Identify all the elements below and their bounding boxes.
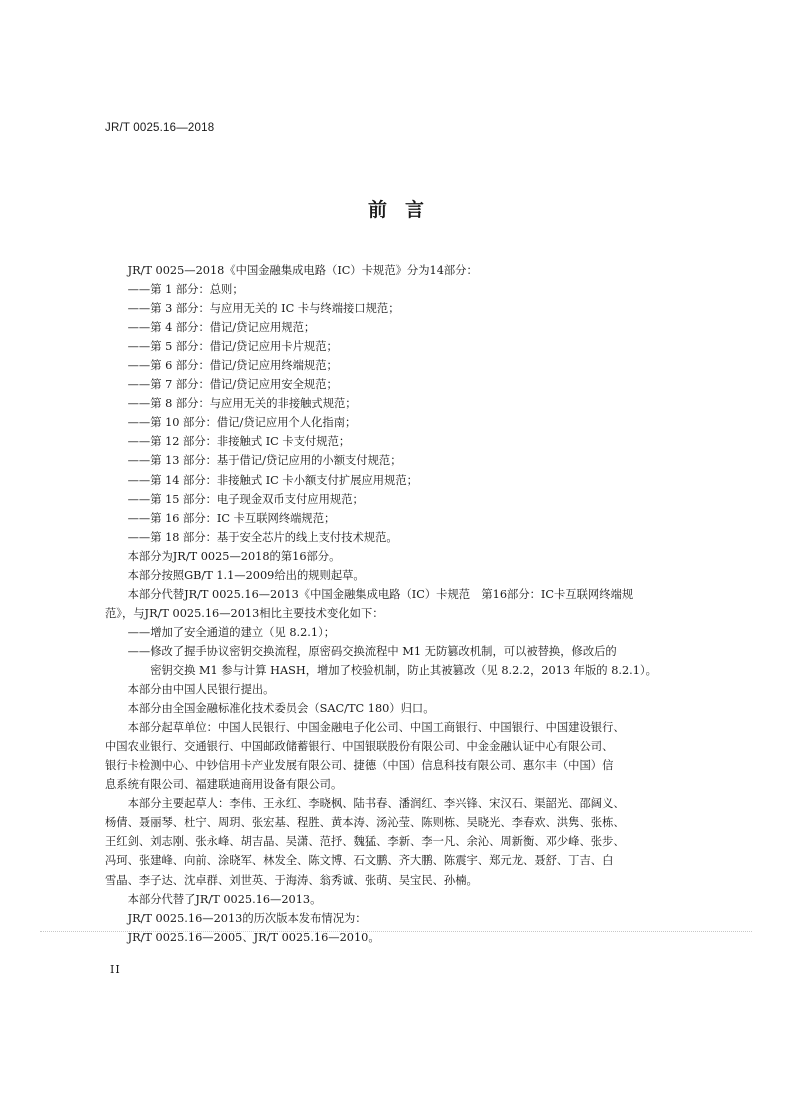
list-item: ——第 14 部分：非接触式 IC 卡小额支付扩展应用规范； xyxy=(127,473,418,487)
text-line: 本部分起草单位：中国人民银行、中国金融电子化公司、中国工商银行、中国银行、中国建设银行、 xyxy=(127,721,625,735)
list-item: ——修改了握手协议密钥交换流程，原密码交换流程中 M1 无防篡改机制，可以被替换，修改后的 xyxy=(127,644,617,658)
text-line: 中国农业银行、交通银行、中国邮政储蓄银行、中国银联股份有限公司、中金金融认证中心有限公司、 xyxy=(105,740,614,754)
list-item: ——第 13 部分：基于借记/贷记应用的小额支付规范； xyxy=(127,454,402,468)
list-item: ——第 15 部分：电子现金双币支付应用规范； xyxy=(127,492,364,506)
text-line: 冯珂、张建峰、向前、涂晓军、林发全、陈文博、石文鹏、齐大鹏、陈震宇、郑元龙、聂舒、丁吉、白 xyxy=(105,854,614,868)
managed-by: 本部分由全国金融标准化技术委员会（SAC/TC 180）归口。 xyxy=(127,702,435,716)
list-item-continuation: 密钥交换 M1 参与计算 HASH，增加了校验机制，防止其被篡改（见 8.2.2，2013 年版的 8.2.1）。 xyxy=(150,663,657,677)
list-item: ——第 10 部分：借记/贷记应用个人化指南； xyxy=(127,416,357,430)
statement-part: 本部分为JR/T 0025—2018的第16部分。 xyxy=(127,549,341,563)
list-item: ——第 4 部分：借记/贷记应用规范； xyxy=(127,321,316,335)
statement-rules: 本部分按照GB/T 1.1—2009给出的规则起草。 xyxy=(127,568,365,582)
list-item: ——增加了安全通道的建立（见 8.2.1）； xyxy=(127,625,336,639)
replaced-note: 本部分代替了JR/T 0025.16—2013。 xyxy=(127,892,322,906)
list-item: ——第 1 部分：总则； xyxy=(127,283,244,297)
history-versions: JR/T 0025.16—2005、JR/T 0025.16—2010。 xyxy=(127,930,380,944)
page-title: 前言 xyxy=(367,199,442,221)
list-item: ——第 7 部分：借记/贷记应用安全规范； xyxy=(127,378,338,392)
text-line: 王红剑、刘志刚、张永峰、胡吉晶、吴潇、范抒、魏猛、李新、李一凡、余沁、周新衡、邓少峰、张步、 xyxy=(105,835,625,849)
proposed-by: 本部分由中国人民银行提出。 xyxy=(127,683,275,697)
replaces-paragraph xyxy=(105,585,693,623)
text-line: 范》，与JR/T 0025.16—2013相比主要技术变化如下： xyxy=(105,606,384,620)
document-body xyxy=(105,261,693,947)
list-item: ——第 16 部分：IC 卡互联网终端规范； xyxy=(127,511,336,525)
text-line: 雪晶、李子达、沈卓群、刘世英、于海涛、翁秀诚、张萌、吴宝民、孙楠。 xyxy=(105,873,478,887)
text-line: 杨倩、聂丽琴、杜宁、周玥、张宏基、程胜、黄本涛、汤沁莹、陈则栋、吴晓光、李春欢、洪隽、张栋、 xyxy=(105,816,625,830)
intro-paragraph: JR/T 0025—2018《中国金融集成电路（IC）卡规范》分为14部分： xyxy=(127,264,478,277)
list-item: ——第 6 部分：借记/贷记应用终端规范； xyxy=(127,359,338,373)
text-line: 本部分代替JR/T 0025.16—2013《中国金融集成电路（IC）卡规范 第16部分：IC卡互联网终端规 xyxy=(127,587,634,601)
drafters-paragraph xyxy=(105,794,693,889)
changes-list xyxy=(105,623,693,680)
standard-code-header: JR/T 0025.16—2018 xyxy=(105,122,215,134)
history-intro: JR/T 0025.16—2013的历次版本发布情况为： xyxy=(127,911,367,925)
parts-list xyxy=(105,280,693,547)
drafting-units-paragraph xyxy=(105,718,693,794)
text-line: 银行卡检测中心、中钞信用卡产业发展有限公司、捷德（中国）信息科技有限公司、惠尔丰（中国）信 xyxy=(105,759,614,773)
list-item: ——第 8 部分：与应用无关的非接触式规范； xyxy=(127,397,357,411)
page-number: II xyxy=(110,963,121,976)
footer-divider xyxy=(40,931,752,932)
text-line: 本部分主要起草人：李伟、王永红、李晓枫、陆书春、潘润红、李兴锋、宋汉石、渠韶光、邵阔义、 xyxy=(127,797,625,811)
list-item: ——第 3 部分：与应用无关的 IC 卡与终端接口规范； xyxy=(127,302,400,316)
list-item: ——第 18 部分：基于安全芯片的线上支付技术规范。 xyxy=(127,530,398,544)
list-item: ——第 12 部分：非接触式 IC 卡支付规范； xyxy=(127,435,351,449)
text-line: 息系统有限公司、福建联迪商用设备有限公司。 xyxy=(105,778,343,792)
list-item: ——第 5 部分：借记/贷记应用卡片规范； xyxy=(127,340,338,354)
